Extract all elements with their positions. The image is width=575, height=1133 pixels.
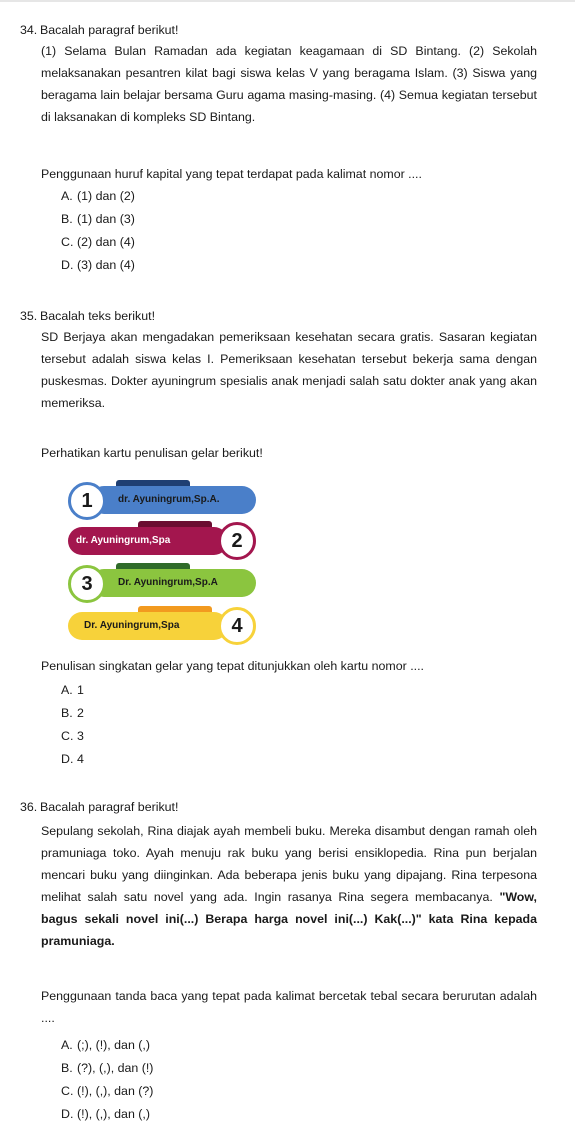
q35-option-c[interactable] — [61, 725, 84, 748]
q34-title: Bacalah paragraf berikut! — [40, 23, 179, 37]
q36-option-b[interactable] — [61, 1057, 153, 1080]
option-text: 1 — [77, 683, 84, 697]
option-text: (3) dan (4) — [77, 258, 135, 272]
q34-options — [61, 185, 135, 277]
card-3-text: Dr. Ayuningrum,Sp.A — [118, 577, 218, 588]
card-4 — [68, 612, 228, 640]
option-text: (1) dan (3) — [77, 212, 135, 226]
option-letter: C. — [61, 1084, 74, 1098]
option-text: (?), (,), dan (!) — [77, 1061, 154, 1075]
q34-option-c[interactable] — [61, 231, 135, 254]
q36-question: Penggunaan tanda baca yang tepat pada kalimat bercetak tebal secara berurutan adalah .... — [41, 989, 537, 1025]
q34-option-a[interactable] — [61, 185, 135, 208]
option-text: 4 — [77, 752, 84, 766]
option-letter: B. — [61, 706, 73, 720]
option-letter: A. — [61, 683, 73, 697]
q34-question: Penggunaan huruf kapital yang tepat terdapat pada kalimat nomor .... — [41, 167, 422, 181]
option-text: 3 — [77, 729, 84, 743]
card-2-text: dr. Ayuningrum,Spa — [76, 535, 171, 546]
card-1-number: 1 — [68, 482, 106, 520]
q35-title: Bacalah teks berikut! — [40, 309, 156, 323]
q35-instruction: Perhatikan kartu penulisan gelar berikut! — [41, 446, 263, 460]
q35-paragraph: SD Berjaya akan mengadakan pemeriksaan kesehatan secara gratis. Sasaran kegiatan tersebut adalah siswa kelas I. Pemeriksaan kesehatan tersebut bekerja sama dengan puskesmas. Dokter ayuningrum spesialis anak menjadi salah satu dokter anak yang akan memeriksa. — [41, 330, 537, 410]
card-4-text: Dr. Ayuningrum,Spa — [84, 620, 180, 631]
card-1 — [90, 486, 256, 514]
q35-question: Penulisan singkatan gelar yang tepat ditunjukkan oleh kartu nomor .... — [41, 659, 424, 673]
q34-number: 34. — [20, 23, 38, 37]
option-letter: C. — [61, 729, 74, 743]
card-3 — [90, 569, 256, 597]
q34-option-d[interactable] — [61, 254, 135, 277]
option-text: (;), (!), dan (,) — [77, 1038, 150, 1052]
q36-option-d[interactable] — [61, 1103, 153, 1126]
q36-title: Bacalah paragraf berikut! — [40, 800, 179, 814]
q36-paragraph-bold: "Wow, bagus sekali novel ini(...) Berapa harga novel ini(...) Kak(...)" kata Rina kepada pramuniaga. — [41, 890, 537, 948]
card-3-number: 3 — [68, 565, 106, 603]
q35-option-a[interactable] — [61, 679, 84, 702]
option-text: (!), (,), dan (,) — [77, 1107, 150, 1121]
option-letter: B. — [61, 212, 73, 226]
card-4-number: 4 — [218, 607, 256, 645]
q34-paragraph: (1) Selama Bulan Ramadan ada kegiatan keagamaan di SD Bintang. (2) Sekolah melaksanakan pesantren kilat bagi siswa kelas V yang beragama Islam. (3) Siswa yang beragama lain belajar bersama Guru agama masing-masing. (4) Semua kegiatan tersebut di laksanakan di kompleks SD Bintang. — [41, 44, 537, 124]
option-letter: B. — [61, 1061, 73, 1075]
option-letter: D. — [61, 1107, 74, 1121]
q36-paragraph-plain: Sepulang sekolah, Rina diajak ayah membeli buku. Mereka disambut dengan ramah oleh pramuniaga toko. Ayah menuju rak buku yang berisi ensiklopedia. Rina pun berjalan mencari buku yang diinginkan. Ada beberapa jenis buku yang dipajang. Rina terpesona melihat salah satu novel yang ada. Ingin rasanya Rina segera membacanya. — [41, 824, 537, 904]
q35-option-b[interactable] — [61, 702, 84, 725]
q35-option-d[interactable] — [61, 748, 84, 771]
card-2 — [68, 527, 228, 555]
card-1-text: dr. Ayuningrum,Sp.A. — [118, 494, 220, 505]
option-letter: D. — [61, 258, 74, 272]
q36-paragraph — [41, 820, 537, 952]
q36-option-c[interactable] — [61, 1080, 153, 1103]
option-letter: D. — [61, 752, 74, 766]
option-letter: C. — [61, 235, 74, 249]
gelar-cards — [66, 478, 266, 638]
option-text: (!), (,), dan (?) — [77, 1084, 154, 1098]
q34-option-b[interactable] — [61, 208, 135, 231]
option-text: (1) dan (2) — [77, 189, 135, 203]
q35-options — [61, 679, 84, 771]
card-2-number: 2 — [218, 522, 256, 560]
q35-number: 35. — [20, 309, 38, 323]
q36-options — [61, 1034, 153, 1126]
option-letter: A. — [61, 1038, 73, 1052]
option-text: (2) dan (4) — [77, 235, 135, 249]
option-text: 2 — [77, 706, 84, 720]
top-divider — [0, 0, 575, 2]
q36-number: 36. — [20, 800, 38, 814]
q36-option-a[interactable] — [61, 1034, 153, 1057]
option-letter: A. — [61, 189, 73, 203]
